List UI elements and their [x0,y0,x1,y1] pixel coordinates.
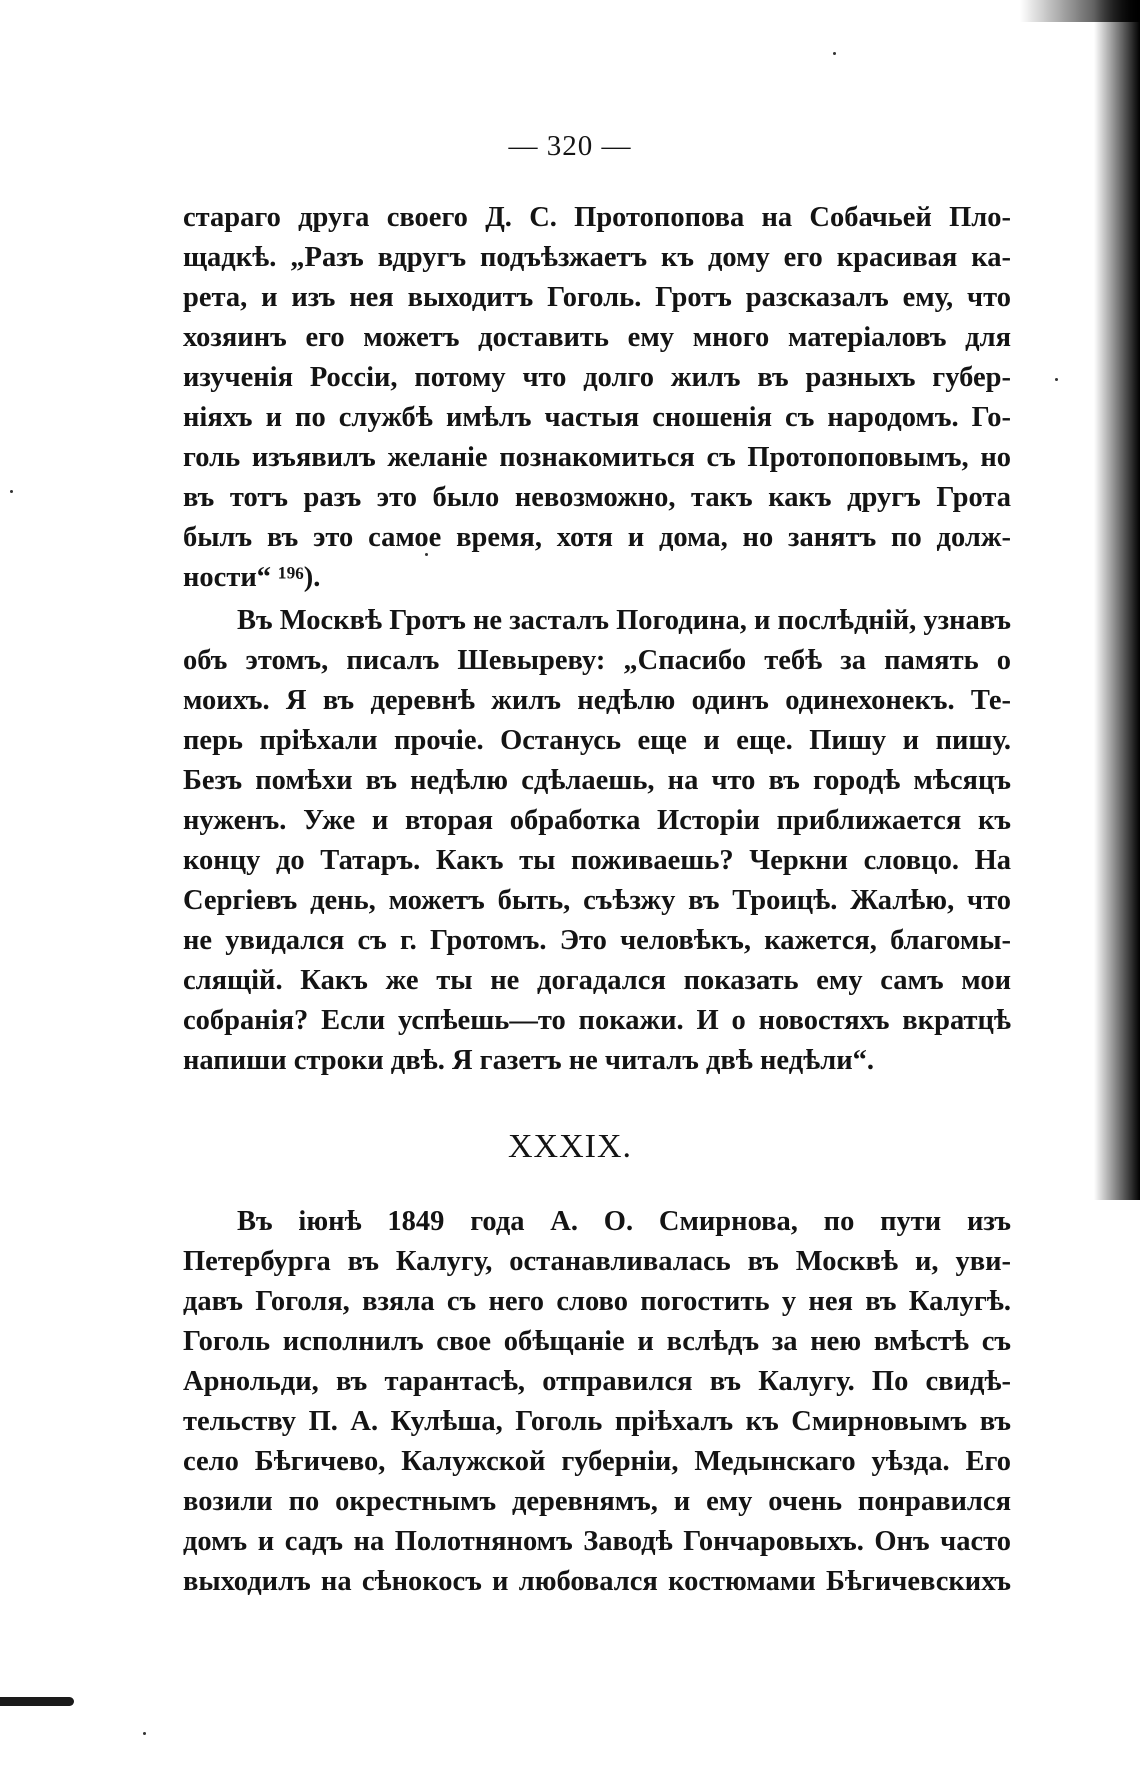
text-line: Сергіевъ день, можетъ быть, съѣзжу въ Троицѣ. Жалѣю, что [183,885,1011,916]
text-line: Въ іюнѣ 1849 года А. О. Смирнова, по пути изъ [237,1206,1011,1237]
scan-speck [1055,378,1058,381]
text-line: собранія? Если успѣешь—то покажи. И о новостяхъ вкратцѣ [183,1005,1011,1036]
text-line: рета, и изъ нея выходитъ Гоголь. Гротъ разсказалъ ему, что [183,282,1011,313]
scan-page-edge-shadow [1094,0,1140,1200]
text-line: голь изъявилъ желаніе познакомиться съ Протопоповымъ, но [183,442,1011,473]
scan-speck [143,1732,146,1735]
text-line: слящій. Какъ же ты не догадался показать ему самъ мои [183,965,1011,996]
text-line: Арнольди, въ тарантасѣ, отправился въ Калугу. По свидѣ- [183,1366,1011,1397]
text-line: нуженъ. Уже и вторая обработка Исторіи приближается къ [183,805,1011,836]
text-line: моихъ. Я въ деревнѣ жилъ недѣлю одинъ одинехонекъ. Те- [183,685,1011,716]
text-line: тельству П. А. Кулѣша, Гоголь пріѣхалъ къ Смирновымъ въ [183,1406,1011,1437]
text-line: въ тотъ разъ это было невозможно, такъ какъ другъ Грота [183,482,1011,513]
text-line: изученія Россіи, потому что долго жилъ въ разныхъ губер- [183,362,1011,393]
text-line: Петербурга въ Калугу, останавливалась въ Москвѣ и, уви- [183,1246,1011,1277]
text-line: хозяинъ его можетъ доставить ему много матеріаловъ для [183,322,1011,353]
text-line: Гоголь исполнилъ свое обѣщаніе и вслѣдъ за нею вмѣстѣ съ [183,1326,1011,1357]
text-line: село Бѣгичево, Калужской губерніи, Медынскаго уѣзда. Его [183,1446,1011,1477]
section-heading: XXXIX. [507,1128,633,1165]
text-line: домъ и садъ на Полотняномъ Заводѣ Гончаровыхъ. Онъ часто [183,1526,1011,1557]
scan-speck [10,490,13,493]
text-line: былъ въ это самое время, хотя и дома, но занятъ по долж- [183,522,1011,553]
text-line: стараго друга своего Д. С. Протопопова на Собачьей Пло- [183,202,1011,233]
text-line: Безъ помѣхи въ недѣлю сдѣлаешь, на что въ городѣ мѣсяцъ [183,765,1011,796]
text-line: ности“ ¹⁹⁶). [183,562,321,593]
text-line: Въ Москвѣ Гротъ не засталъ Погодина, и послѣдній, узнавъ [237,605,1012,636]
text-line: выходилъ на сѣнокосъ и любовался костюмами Бѣгичевскихъ [183,1566,1011,1597]
paragraph [183,601,1011,1081]
text-line: щадкѣ. „Разъ вдругъ подъѣзжаетъ къ дому его красивая ка- [183,242,1011,273]
text-line: объ этомъ, писалъ Шевыреву: „Спасибо тебѣ за память о [183,645,1011,676]
scan-corner-shadow [1020,0,1140,22]
text-line: ніяхъ и по службѣ имѣлъ частыя сношенія съ народомъ. Го- [183,402,1011,433]
paragraph [183,198,1011,598]
text-line: концу до Татаръ. Какъ ты поживаешь? Черкни словцо. На [183,845,1011,876]
scan-smudge-mark [0,1697,74,1706]
text-line: возили по окрестнымъ деревнямъ, и ему очень понравился [183,1486,1011,1517]
text-line: давъ Гоголя, взяла съ него слово погостить у нея въ Калугѣ. [183,1286,1011,1317]
page-number: — 320 — [508,130,632,162]
text-line: не увидался съ г. Гротомъ. Это человѣкъ, кажется, благомы- [183,925,1011,956]
paragraph [183,1202,1011,1602]
text-line: напиши строки двѣ. Я газетъ не читалъ двѣ недѣли“. [183,1045,875,1076]
scan-speck [833,52,836,55]
text-line: перь пріѣхали прочіе. Останусь еще и еще. Пишу и пишу. [183,725,1011,756]
